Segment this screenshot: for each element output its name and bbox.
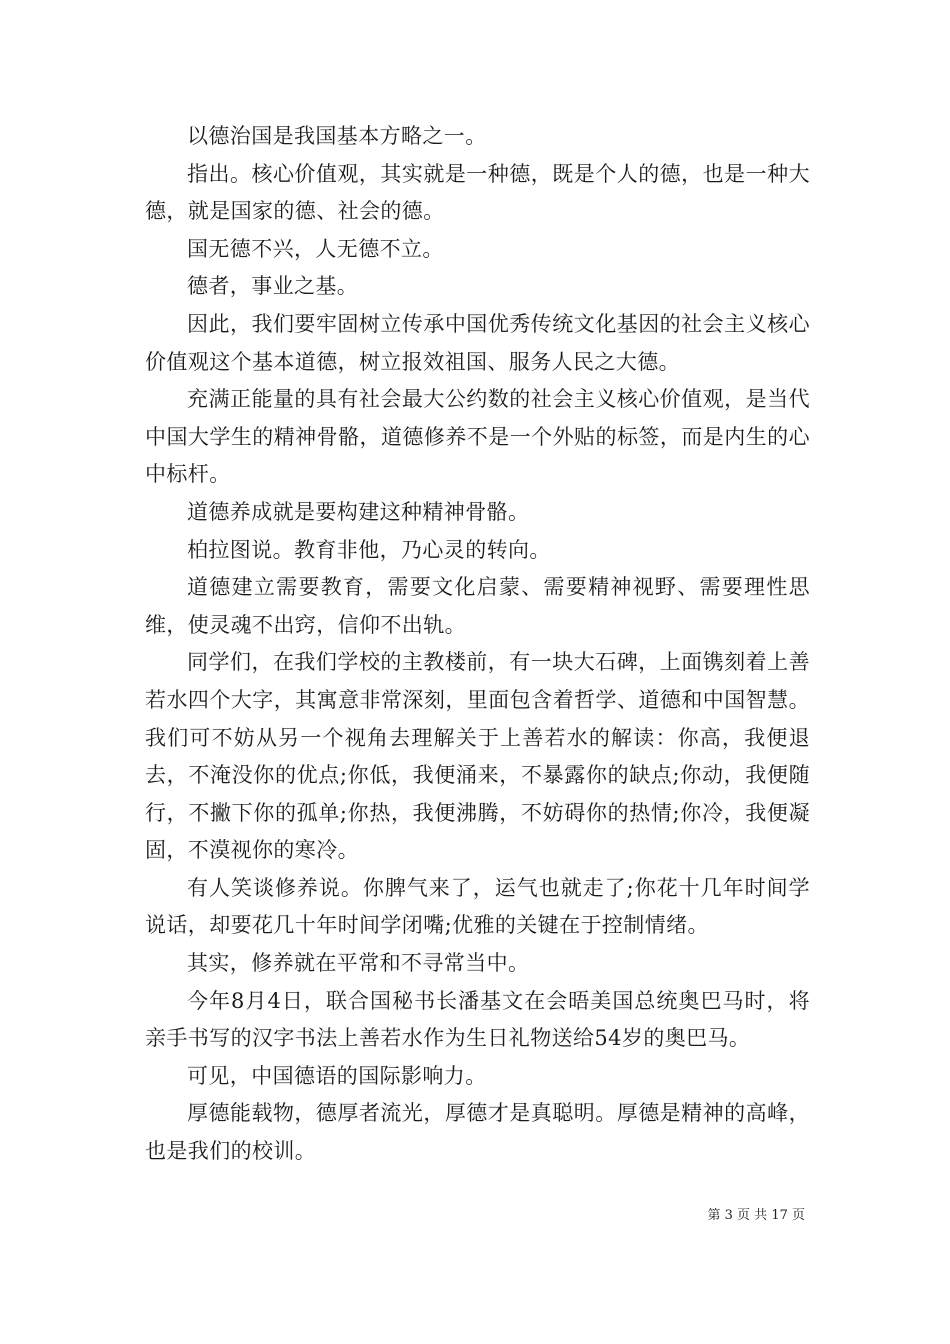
paragraph: 以德治国是我国基本方略之一。 xyxy=(187,124,487,148)
paragraph: 德者，事业之基。 xyxy=(187,274,359,299)
paragraph: 国无德不兴，人无德不立。 xyxy=(187,236,444,261)
paragraph: 有人笑谈修养说。你脾气来了，运气也就走了;你花十几年时间学说话，却要花几十年时间学闭嘴;优雅的关键在于控制情绪。 xyxy=(145,875,810,938)
paragraph: 指出。核心价值观，其实就是一种德，既是个人的德，也是一种大德，就是国家的德、社会的德。 xyxy=(145,161,810,224)
paragraph: 道德建立需要教育，需要文化启蒙、需要精神视野、需要理性思维，使灵魂不出窍，信仰不出轨。 xyxy=(145,575,810,637)
paragraph: 其实，修养就在平常和不寻常当中。 xyxy=(187,951,530,976)
paragraph: 因此，我们要牢固树立传承中国优秀传统文化基因的社会主义核心价值观这个基本道德，树立报效祖国、服务人民之大德。 xyxy=(145,311,810,374)
paragraph: 今年8月4日，联合国秘书长潘基文在会晤美国总统奥巴马时，将亲手书写的汉字书法上善若水作为生日礼物送给54岁的奥巴马。 xyxy=(145,988,810,1051)
paragraph: 同学们，在我们学校的主教楼前，有一块大石碑，上面镌刻着上善若水四个大字，其寓意非常深刻，里面包含着哲学、道德和中国智慧。我们可不妨从另一个视角去理解关于上善若水的解读：你高，我便退去，不淹没你的优点;你低，我便涌来，不暴露你的缺点;你动，我便随行，不撇下你的孤单;你热，我便沸腾，不妨碍你的热情;你冷，我便凝固，不漠视你的寒冷。 xyxy=(145,650,810,863)
paragraph: 道德养成就是要构建这种精神骨骼。 xyxy=(187,499,530,524)
paragraph: 充满正能量的具有社会最大公约数的社会主义核心价值观，是当代中国大学生的精神骨骼，道德修养不是一个外贴的标签，而是内生的心中标杆。 xyxy=(145,387,810,487)
paragraph: 厚德能载物，德厚者流光，厚德才是真聪明。厚德是精神的高峰，也是我们的校训。 xyxy=(145,1101,810,1164)
document-body xyxy=(145,118,810,1171)
paragraph: 柏拉图说。教育非他，乃心灵的转向。 xyxy=(187,537,551,562)
page-number-footer: 第 3 页 共 17 页 xyxy=(707,1208,805,1223)
paragraph: 可见，中国德语的国际影响力。 xyxy=(187,1063,487,1088)
